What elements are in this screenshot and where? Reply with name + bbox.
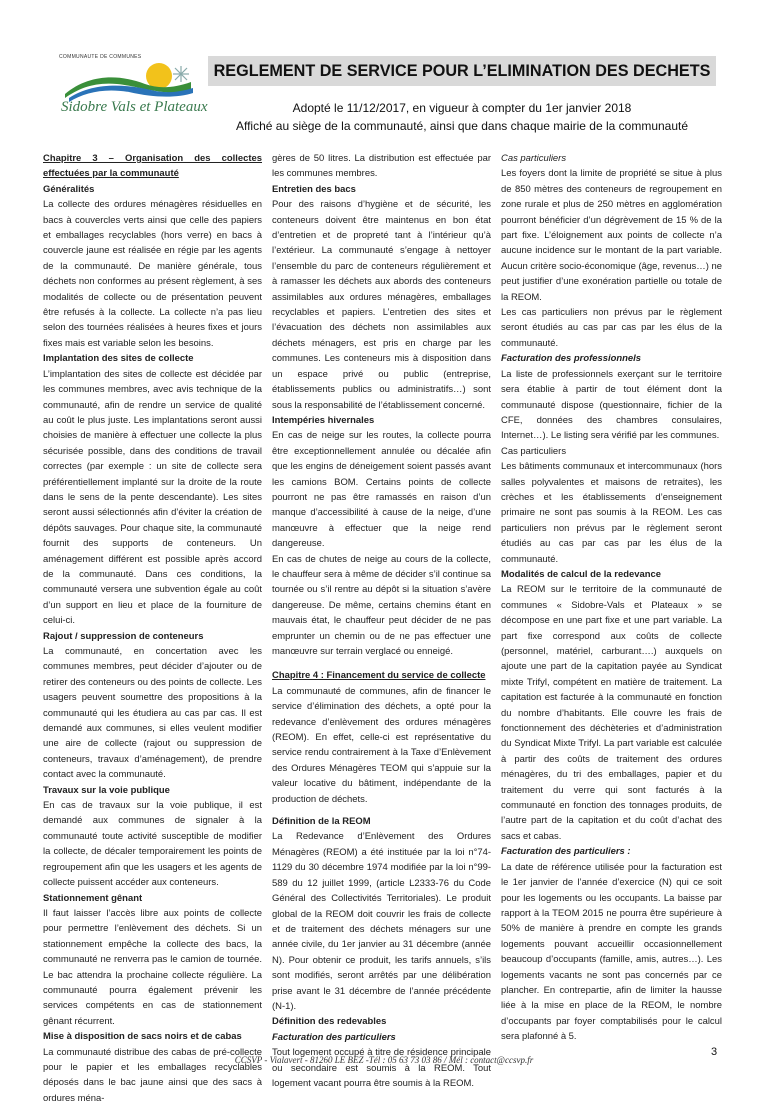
page-title-box [208, 56, 716, 86]
paragraph: Il faut laisser l’accès libre aux points de collecte pour permettre l’enlèvement des déchets. Si un stationnement empêche la collecte des bacs, la communauté ne renverra pas le camion de tournée. Le bac attendra la prochaine collecte régulière. La communauté pourra également prévenir les services compétents en cas de stationnement gênant récurrent. [43, 907, 262, 1027]
section-heading: Entretien des bacs [272, 183, 356, 195]
page-title: REGLEMENT DE SERVICE POUR L’ELIMINATION DES DECHETS [213, 61, 711, 80]
paragraph: En cas de travaux sur la voie publique, il est demandé aux communes de signaler à la communauté toute activité susceptible de modifier la collecte, de décaler temporairement les points de regroupement afin que les usagers et les agents de collecte puissent accéder aux conteneurs. [43, 800, 262, 889]
subsection-heading: Cas particuliers [501, 153, 567, 164]
section-heading: Travaux sur la voie publique [43, 784, 170, 796]
logo [45, 52, 208, 130]
column-1 [43, 151, 262, 1106]
paragraph: gères de 50 litres. La distribution est effectuée par les communes membres. [272, 153, 491, 180]
paragraph: En cas de neige sur les routes, la collecte pourra être exceptionnellement annulée ou décalée afin que les engins de déneigement soient passés avant les camions BOM. Certains points de collecte pourront ne pas être ramassés en raison d’un manque d’accessibilité à cause de la neige, d’une manœuvre à effectuer que la neige rend dangereuse. [272, 430, 491, 550]
paragraph: La communauté distribue des cabas de pré-collecte pour le papier et les emballages recyclables déposés dans le bac jaune ainsi que des sacs à ordures ména- [43, 1046, 262, 1104]
subsection-heading: Facturation des professionnels [501, 353, 642, 365]
paragraph: La communauté, en concertation avec les communes membres, peut décider d’ajouter ou de retirer des conteneurs ou des points de collecte. Les usagers peuvent soumettre des propositions à la communauté qui les étudiera au cas par cas. Il est demandé aux communes, si elles veulent modifier une aire de collecte (rajout ou suppression de conteneurs, travaux d’aménagement), de prendre contact avec la communauté. [43, 646, 262, 781]
paragraph: Tout logement occupé à titre de résidence principale ou secondaire est soumis à la REOM. Tout logement vacant pourra être soumis à la REOM. [272, 1047, 491, 1089]
paragraph: La Redevance d’Enlèvement des Ordures Ménagères (REOM) a été instituée par la loi n°74-1129 du 30 décembre 1974 modifiée par la loi n°99-589 du 12 juillet 1999, (article L2333-76 du Code Général des Collectivités Territoriales). Le produit global de la REOM doit couvrir les frais de collecte et de traitement des déchets ménagers sur une année civile, du 1er janvier au 31 décembre (année N). Pour obtenir ce produit, les tarifs annuels, s’ils sont modifiés, seront arrêtés par une délibération prise avant le 31 décembre de l’année précédente (N-1). [272, 831, 491, 1012]
paragraph: La REOM sur le territoire de la communauté de communes « Sidobre-Vals et Plateaux » se décompose en une part fixe et une part variable. La part fixe correspond aux coûts de collecte (personnel, matériel, carburant….) auxquels on ajoute une part de la capitation payée au Syndicat mixte Trifyl, compétent en matière de traitement. La capitation est facturée à la communauté en fonction du nombre d’habitants. Elle couvre les frais de fonctionnement des déchèteries et d’administration du Syndicat Mixte Trifyl. La part variable est calculée à partir des coûts de traitement des ordures ménagères, du tri des emballages, papier et du traitement du verre qui sont facturés à la communauté en fonction des tonnages produits, de l’autre part de la capitation et du coût d’achat des sacs et cabas. [501, 584, 722, 842]
chapter-3-title: Chapitre 3 – Organisation des collectes effectuées par la communauté [43, 153, 262, 180]
footer-address: CCSVP - Vialavert - 81260 LE BEZ -Tél : 05 63 73 03 86 / Mél : contact@ccsvp.fr [234, 1055, 534, 1065]
chapter-4-title: Chapitre 4 : Financement du service de collecte [272, 670, 486, 682]
subsection-heading: Cas particuliers [501, 445, 567, 457]
column-3 [501, 151, 722, 1045]
paragraph: La date de référence utilisée pour la facturation est le 1er janvier de l’année d’exercice (N) qui ce soit pour les logements ou les occupants. La baisse par rapport à la TEOM 2015 ne pourra être supérieure à 50% de manière à prendre en compte les grands logements pouvant accueillir occasionnellement beaucoup d’occupants (famille, amis, autres…). Les logements vacants ne sont pas concernés par ce plancher. En contrepartie, afin de limiter la hausse liée à la mise en place de la REOM, le nombre d’occupants par foyer comptabilisés pour le calcul sera plafonné à 5. [501, 861, 722, 1043]
paragraph: Les bâtiments communaux et intercommunaux (hors salles polyvalentes et maisons de retraites), les crèches et les établissements d’enseignement primaire ne sont pas soumis à la REOM. Les cas particuliers non prévus par le règlement seront étudiés au cas par cas par les élus de la communauté. [501, 461, 722, 565]
section-heading: Rajout / suppression de conteneurs [43, 630, 204, 642]
adoption-line: Adopté le 11/12/2017, en vigueur à compter du 1er janvier 2018 [292, 101, 632, 115]
logo-org-text: COMMUNAUTE DE COMMUNES [59, 54, 142, 60]
paragraph: Les foyers dont la limite de propriété se situe à plus de 850 mètres des conteneurs de regroupement en zone rurale et plus de 250 mètres en agglomération pourront bénéficier d’un dégrèvement de 15 % de la part fixe. L’éloignement aux points de collecte n’a aucune incidence sur le montant de la part variable. Aucun critère socio-économique (âge, revenus…) ne peut justifier d’une exonération partielle ou totale de la REOM. [501, 168, 722, 303]
logo-emblem [59, 60, 199, 102]
logo-brand-text: Sidobre Vals et Plateaux [61, 99, 208, 115]
section-heading: Stationnement gênant [43, 892, 143, 904]
paragraph: La communauté de communes, afin de financer le service d’élimination des déchets, a opté pour la redevance d’enlèvement des ordures ménagères (REOM). En effet, celle-ci est représentative du service rendu contrairement à la Taxe d’Enlèvement des Ordures Ménagères TEOM qui s’appuie sur la valeur locative du bâtiment, indépendante de la production de déchets. [272, 685, 491, 805]
paragraph: Pour des raisons d’hygiène et de sécurité, les conteneurs doivent être maintenus en bon état d’entretien et de propreté tant à l’intérieur qu’à l’extérieur. La communauté s’engage à nettoyer l’ensemble du parc de conteneurs régulièrement et à ramasser les déchets aux abords des conteneurs assimilables aux ordures ménagères, emballages recyclables et papiers. L’entretien des sites et l’évacuation des déchets non assimilables aux déchets ménagers, est pris en charge par les communes. Les conteneurs mis à disposition dans un espace privé ou public (entreprise, établissements publics ou administratifs…) sont sous la responsabilité de l’établissement concerné. [272, 199, 491, 411]
page-number: 3 [711, 1046, 718, 1058]
posting-line: Affiché au siège de la communauté, ainsi que dans chaque mairie de la communauté [235, 119, 689, 133]
paragraph: L’implantation des sites de collecte est décidée par les communes membres, avec avis technique de la communauté, afin de rendre un service de qualité au coût le plus juste. Les implantations seront aussi choisies de manière à effectuer une collecte la plus sécurisée possible, dans des conditions de travail correctes (par exemple : un site de collecte sera préférentiellement implanté sur la droite de la route dans le sens de la pente descendante). Les sites seront aussi sélectionnés afin d’éviter la création de dépôts sauvages. Pour chaque site, la communauté fournit des supports de conteneurs. Un aménagement différent est possible après accord de la communauté. Dans ces conditions, la communauté versera une subvention égale au coût d’un support en lieu et place de la fourniture de celui-ci. [43, 368, 262, 627]
section-heading: Mise à disposition de sacs noirs et de cabas [43, 1031, 242, 1043]
paragraph: La liste de professionnels exerçant sur le territoire sera établie à partir de tout élément dont la communauté dispose (questionnaire, fichier de la CFE, données des chambres consulaires, Internet…). Le listing sera vérifié par les communes. [501, 368, 722, 442]
column-2 [272, 151, 491, 1091]
subsection-heading: Facturation des particuliers [272, 1031, 396, 1043]
section-heading: Définition de la REOM [272, 816, 371, 828]
paragraph: En cas de chutes de neige au cours de la collecte, le chauffeur sera à même de décider s’il continue sa tournée ou s’il rentre au dépôt si la situation s’avère dangereuse. De même, certains chemins étant en mauvais état, le chauffeur peut décider de ne pas emprunter un chemin ou de ne pas effectuer une manœuvre sur terrain verglacé ou enneigé. [272, 553, 491, 657]
snowflake-icon [173, 66, 189, 82]
section-heading: Intempéries hivernales [272, 414, 375, 426]
section-heading: Généralités [43, 183, 95, 195]
section-heading: Implantation des sites de collecte [43, 353, 194, 365]
section-heading: Définition des redevables [272, 1016, 387, 1028]
section-heading: Modalités de calcul de la redevance [501, 568, 661, 580]
paragraph: Les cas particuliers non prévus par le règlement seront étudiés au cas par cas par les élus de la communauté. [501, 307, 722, 349]
paragraph: La collecte des ordures ménagères résiduelles en bacs à couvercles verts ainsi que celle des papiers et emballages recyclables (hors verre) en bacs à couvercle jaune est réalisée en régie par les agents de la communauté. De manière générale, tous déchets non conformes au présent règlement, à ses modalités de collecte ou de présentation peuvent être refusés à la collecte. La collecte n’a pas lieu selon des tournées réalisées à heures fixes et jours fixes mais est variable selon les besoins. [43, 199, 262, 349]
subsection-heading: Facturation des particuliers : [501, 846, 631, 858]
